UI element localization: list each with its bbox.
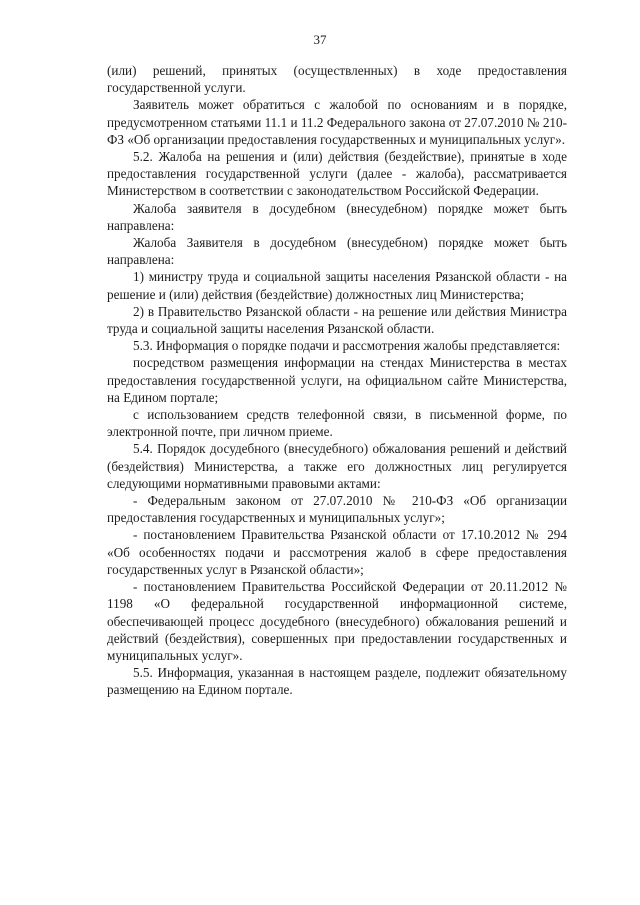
paragraph: с использованием средств телефонной связи, в письменной форме, по электронной почте, при личном приеме.: [107, 407, 567, 440]
paragraph: Жалоба Заявителя в досудебном (внесудебном) порядке может быть направлена:: [107, 235, 567, 268]
paragraph: 5.3. Информация о порядке подачи и рассмотрения жалобы представляется:: [133, 338, 561, 354]
paragraph: - Федеральным законом от 27.07.2010 № 210-ФЗ «Об организации предоставления государственных и муниципальных услуг»;: [107, 493, 567, 526]
document-body: [107, 62, 567, 699]
paragraph: Жалоба заявителя в досудебном (внесудебном) порядке может быть направлена:: [107, 200, 567, 233]
paragraph: Заявитель может обратиться с жалобой по основаниям и в порядке, предусмотренном статьями 11.1 и 11.2 Федерального закона от 27.07.2010 № 210-ФЗ «Об организации предоставления государственных и муниципальных услуг».: [107, 97, 567, 147]
paragraph: 5.2. Жалоба на решения и (или) действия (бездействие), принятые в ходе предоставления государственной услуги (далее - жалоба), рассматривается Министерством в соответствии с законодательством Российской Федерации.: [107, 149, 567, 199]
paragraph: (или) решений, принятых (осуществленных) в ходе предоставления государственной услуги.: [107, 63, 567, 96]
paragraph: 2) в Правительство Рязанской области - на решение или действия Министра труда и социальной защиты населения Рязанской области.: [107, 303, 567, 337]
page-number: 37: [313, 32, 327, 47]
paragraph: - постановлением Правительства Российской Федерации от 20.11.2012 № 1198 «О федеральной государственной информационной системе, обеспечивающей процесс досудебного (внесудебного) обжалования решений и действий (бездействия), совершенных при предоставлении государственных и муниципальных услуг».: [107, 579, 567, 663]
paragraph: посредством размещения информации на стендах Министерства в местах предоставления государственной услуги, на официальном сайте Министерства, на Едином портале;: [107, 355, 567, 405]
paragraph: - постановлением Правительства Рязанской области от 17.10.2012 № 294 «Об особенностях подачи и рассмотрения жалоб в сфере предоставления государственных услуг в Рязанской области»;: [107, 527, 567, 577]
paragraph: 5.4. Порядок досудебного (внесудебного) обжалования решений и действий (бездействия) Министерства, а также его должностных лиц регулируется следующими нормативными правовыми актами:: [107, 441, 567, 491]
paragraph: 1) министру труда и социальной защиты населения Рязанской области - на решение и (или) действия (бездействие) должностных лиц Министерства;: [107, 269, 567, 302]
paragraph: 5.5. Информация, указанная в настоящем разделе, подлежит обязательному размещению на Едином портале.: [107, 665, 567, 698]
